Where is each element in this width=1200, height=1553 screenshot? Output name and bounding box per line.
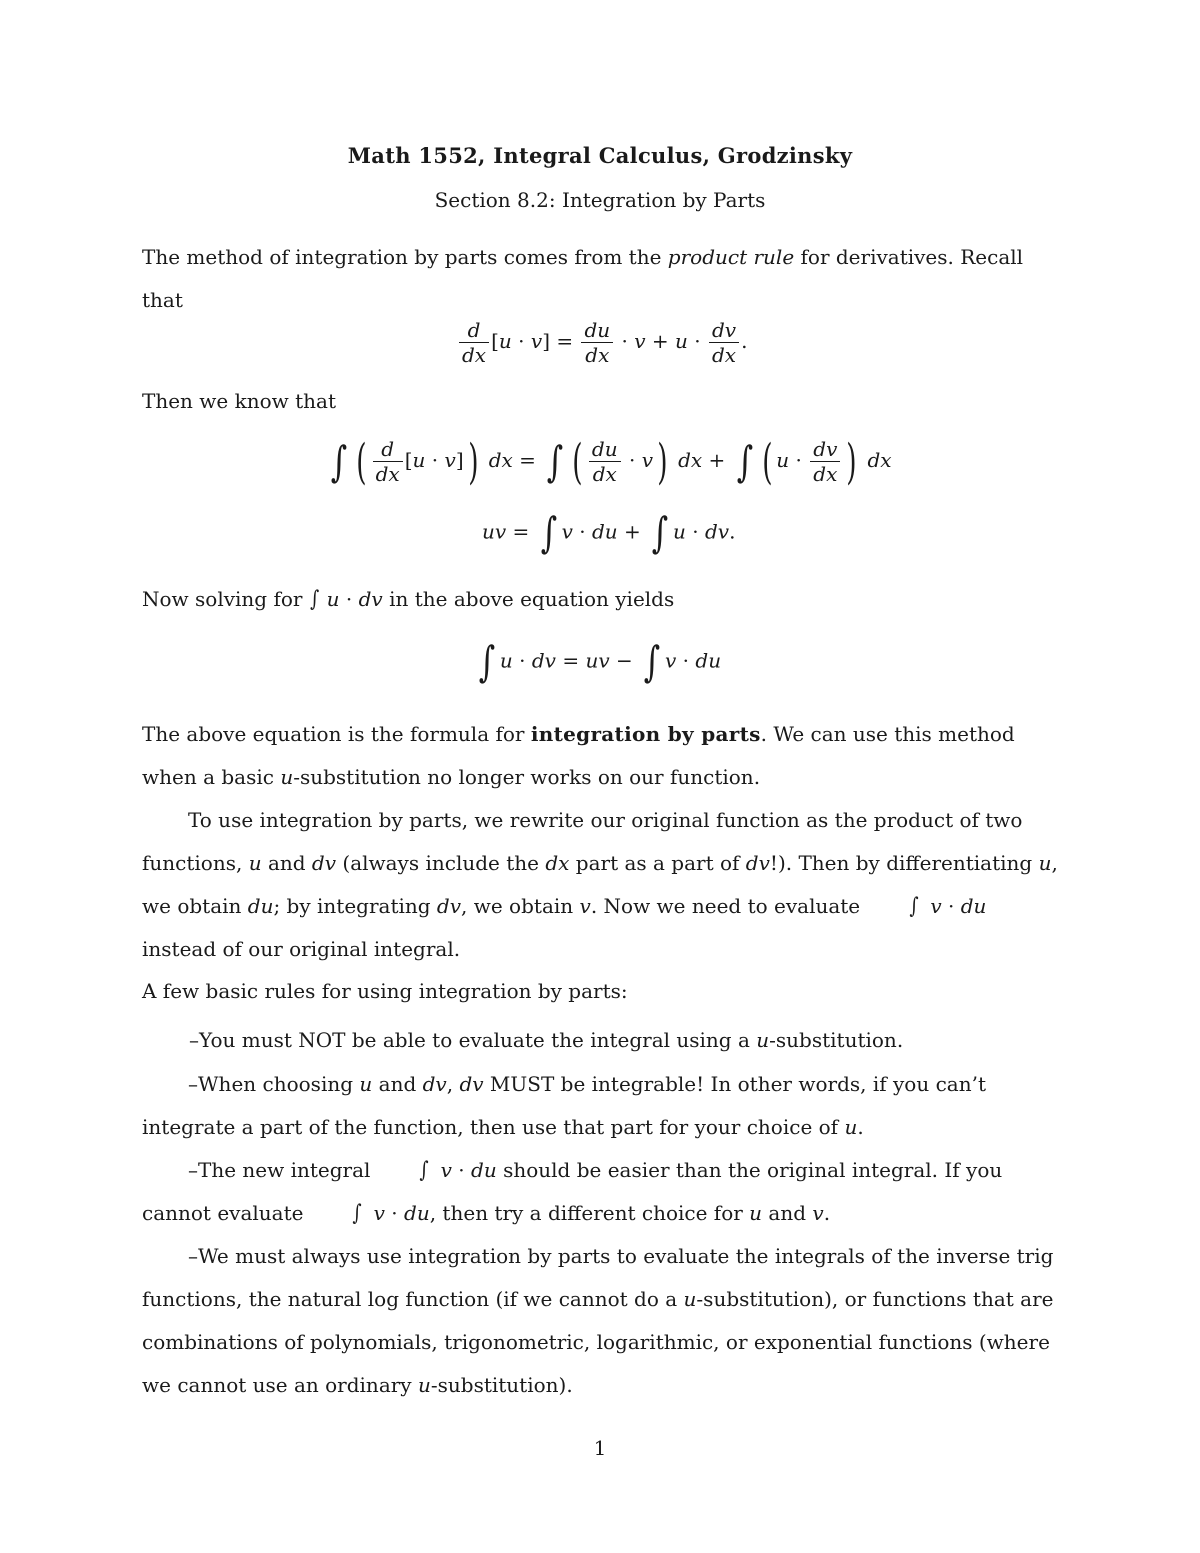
product-rule-equation: $\frac{d}{dx}$ [u · v] = $\frac{du}{dx}$ · v + u · $\frac{dv}{dx}$ . (457, 318, 747, 367)
document-title: Math 1552, Integral Calculus, Grodzinsky (347, 143, 853, 168)
rule-2: –When choosing u and dv, dv MUST be integrable! In other words, if you can’t integrate a part of the function, then use that part for your choice of u. (142, 1072, 986, 1139)
section-heading: Section 8.2: Integration by Parts (434, 188, 766, 212)
usage-paragraph: To use integration by parts, we rewrite our original function as the product of two functions, u and dv (always include the dx part as a part of dv!). Then by differentiating u, we obtain du; by integrating dv, we obtain v. Now we need to evaluate ∫ v · du instead of our original integral. (142, 808, 1058, 961)
rule-1: –You must NOT be able to evaluate the integral using a u-substitution. (189, 1028, 904, 1052)
rule-3: –The new integral ∫ v · du should be easier than the original integral. If you cannot evaluate ∫ v · du, then try a different choice for u and v. (142, 1158, 1003, 1226)
intro-paragraph: The method of integration by parts comes from the product rule for derivatives. Recall that (142, 245, 1024, 312)
integrated-product-rule-equation: ∫ ( $\frac{d}{dx}$ [u · v]) dx = ∫ ( $\frac{du}{dx}$ · v) dx + ∫ ( u · $\frac{dv}{dx}$ ) dx (330, 433, 892, 490)
integration-by-parts-formula: ∫ u · dv = uv − ∫ v · du (478, 637, 722, 686)
solving-text: Now solving for ∫ u · dv in the above equation yields (142, 587, 675, 612)
formula-paragraph: The above equation is the formula for integration by parts. We can use this method when a basic u-substitution no longer works on our function. (142, 722, 1015, 789)
page-number: 1 (593, 1436, 607, 1460)
rule-4: –We must always use integration by parts to evaluate the integrals of the inverse trig functions, the natural log function (if we cannot do a u-substitution), or functions that are combinations of polynomials, trigonometric, logarithmic, or exponential functions (where we cannot use an ordinary u-substitution). (142, 1244, 1054, 1397)
uv-equation: uv = ∫ v · du + ∫ u · dv. (482, 508, 736, 557)
rules-intro: A few basic rules for using integration by parts: (142, 979, 628, 1003)
then-know-text: Then we know that (142, 389, 337, 413)
